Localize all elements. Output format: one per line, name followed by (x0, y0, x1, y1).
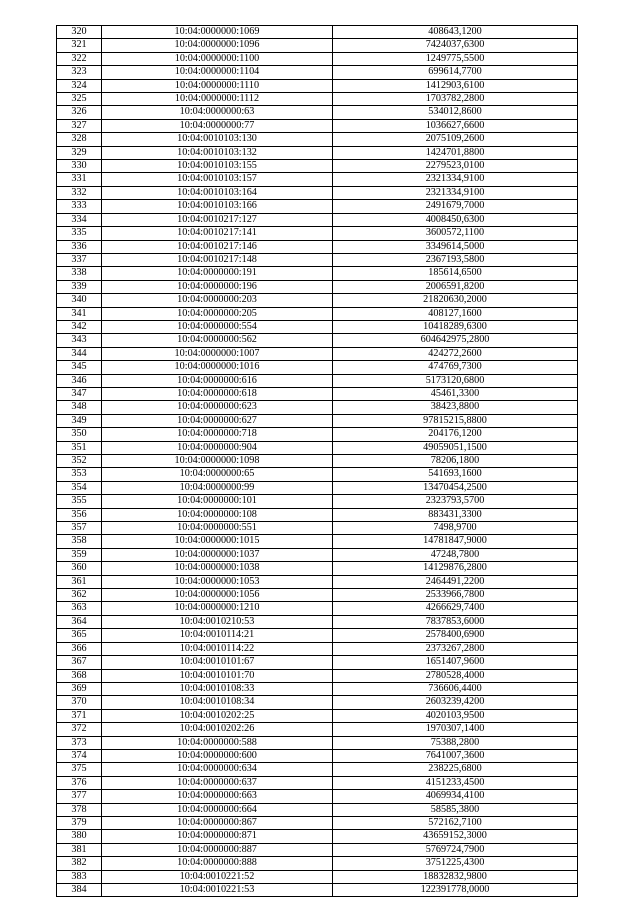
value-cell: 541693,1600 (333, 468, 578, 481)
table-row (57, 696, 578, 709)
row-number-cell: 357 (57, 522, 102, 535)
table-row (57, 52, 578, 65)
cadastral-number-cell: 10:04:0000000:867 (102, 816, 333, 829)
row-number-cell: 360 (57, 562, 102, 575)
table-row (57, 280, 578, 293)
value-cell: 21820630,2000 (333, 294, 578, 307)
row-number-cell: 352 (57, 455, 102, 468)
value-cell: 45461,3300 (333, 387, 578, 400)
table-row (57, 508, 578, 521)
cadastral-number-cell: 10:04:0010217:141 (102, 227, 333, 240)
table-row (57, 656, 578, 669)
row-number-cell: 320 (57, 26, 102, 39)
table-row (57, 669, 578, 682)
cadastral-number-cell: 10:04:0010103:164 (102, 186, 333, 199)
table-row (57, 468, 578, 481)
cadastral-number-cell: 10:04:0000000:1104 (102, 66, 333, 79)
value-cell: 238225,6800 (333, 763, 578, 776)
value-cell: 883431,3300 (333, 508, 578, 521)
row-number-cell: 383 (57, 870, 102, 883)
table-row (57, 307, 578, 320)
row-number-cell: 366 (57, 642, 102, 655)
table-row (57, 736, 578, 749)
value-cell: 1970307,1400 (333, 723, 578, 736)
value-cell: 2491679,7000 (333, 200, 578, 213)
row-number-cell: 365 (57, 629, 102, 642)
table-row (57, 548, 578, 561)
cadastral-number-cell: 10:04:0000000:718 (102, 428, 333, 441)
value-cell: 185614,6500 (333, 267, 578, 280)
row-number-cell: 371 (57, 709, 102, 722)
value-cell: 75388,2800 (333, 736, 578, 749)
table-row (57, 146, 578, 159)
cadastral-number-cell: 10:04:0000000:1069 (102, 26, 333, 39)
cadastral-number-cell: 10:04:0010217:148 (102, 253, 333, 266)
cadastral-number-cell: 10:04:0000000:664 (102, 803, 333, 816)
value-cell: 204176,1200 (333, 428, 578, 441)
table-row (57, 79, 578, 92)
cadastral-number-cell: 10:04:0000000:634 (102, 763, 333, 776)
value-cell: 3349614,5000 (333, 240, 578, 253)
table-row (57, 361, 578, 374)
value-cell: 7837853,6000 (333, 615, 578, 628)
table-row (57, 803, 578, 816)
row-number-cell: 348 (57, 401, 102, 414)
value-cell: 7641007,3600 (333, 749, 578, 762)
table-row (57, 749, 578, 762)
cadastral-number-cell: 10:04:0010217:127 (102, 213, 333, 226)
value-cell: 38423,8800 (333, 401, 578, 414)
row-number-cell: 368 (57, 669, 102, 682)
cadastral-number-cell: 10:04:0000000:63 (102, 106, 333, 119)
table-row (57, 173, 578, 186)
cadastral-number-cell: 10:04:0000000:588 (102, 736, 333, 749)
table-row (57, 615, 578, 628)
value-cell: 408643,1200 (333, 26, 578, 39)
cadastral-number-cell: 10:04:0000000:600 (102, 749, 333, 762)
cadastral-number-cell: 10:04:0010103:130 (102, 133, 333, 146)
cadastral-number-cell: 10:04:0010221:52 (102, 870, 333, 883)
table-row (57, 347, 578, 360)
value-cell: 699614,7700 (333, 66, 578, 79)
cadastral-number-cell: 10:04:0010202:25 (102, 709, 333, 722)
row-number-cell: 364 (57, 615, 102, 628)
table-row (57, 160, 578, 173)
row-number-cell: 334 (57, 213, 102, 226)
cadastral-number-cell: 10:04:0000000:663 (102, 790, 333, 803)
value-cell: 14781847,9000 (333, 535, 578, 548)
cadastral-number-cell: 10:04:0010101:70 (102, 669, 333, 682)
value-cell: 1424701,8800 (333, 146, 578, 159)
row-number-cell: 347 (57, 387, 102, 400)
row-number-cell: 363 (57, 602, 102, 615)
cadastral-number-cell: 10:04:0010114:22 (102, 642, 333, 655)
table-row (57, 133, 578, 146)
table-row (57, 629, 578, 642)
row-number-cell: 335 (57, 227, 102, 240)
table-row (57, 870, 578, 883)
table-row (57, 441, 578, 454)
cadastral-number-cell: 10:04:0000000:1037 (102, 548, 333, 561)
row-number-cell: 329 (57, 146, 102, 159)
cadastral-number-cell: 10:04:0000000:101 (102, 495, 333, 508)
cadastral-number-cell: 10:04:0000000:618 (102, 387, 333, 400)
row-number-cell: 337 (57, 253, 102, 266)
value-cell: 4020103,9500 (333, 709, 578, 722)
cadastral-number-cell: 10:04:0000000:888 (102, 857, 333, 870)
cadastral-number-cell: 10:04:0000000:108 (102, 508, 333, 521)
value-cell: 14129876,2800 (333, 562, 578, 575)
row-number-cell: 372 (57, 723, 102, 736)
row-number-cell: 350 (57, 428, 102, 441)
table-row (57, 763, 578, 776)
value-cell: 5769724,7900 (333, 843, 578, 856)
value-cell: 1036627,6600 (333, 119, 578, 132)
cadastral-number-cell: 10:04:0010103:155 (102, 160, 333, 173)
table-row (57, 642, 578, 655)
value-cell: 3751225,4300 (333, 857, 578, 870)
value-cell: 122391778,0000 (333, 884, 578, 897)
row-number-cell: 333 (57, 200, 102, 213)
value-cell: 7498,9700 (333, 522, 578, 535)
table-row (57, 709, 578, 722)
row-number-cell: 325 (57, 93, 102, 106)
value-cell: 49059051,1500 (333, 441, 578, 454)
cadastral-number-cell: 10:04:0000000:205 (102, 307, 333, 320)
row-number-cell: 376 (57, 776, 102, 789)
table-row (57, 776, 578, 789)
cadastral-number-cell: 10:04:0000000:1098 (102, 455, 333, 468)
value-cell: 474769,7300 (333, 361, 578, 374)
cadastral-number-cell: 10:04:0000000:1007 (102, 347, 333, 360)
cadastral-number-cell: 10:04:0000000:1112 (102, 93, 333, 106)
value-cell: 2321334,9100 (333, 186, 578, 199)
value-cell: 534012,8600 (333, 106, 578, 119)
table-row (57, 589, 578, 602)
cadastral-number-cell: 10:04:0000000:637 (102, 776, 333, 789)
value-cell: 2533966,7800 (333, 589, 578, 602)
value-cell: 1249775,5500 (333, 52, 578, 65)
row-number-cell: 328 (57, 133, 102, 146)
row-number-cell: 322 (57, 52, 102, 65)
row-number-cell: 374 (57, 749, 102, 762)
value-cell: 2603239,4200 (333, 696, 578, 709)
row-number-cell: 355 (57, 495, 102, 508)
table-row (57, 334, 578, 347)
row-number-cell: 336 (57, 240, 102, 253)
row-number-cell: 354 (57, 481, 102, 494)
table-row (57, 723, 578, 736)
cadastral-number-cell: 10:04:0000000:77 (102, 119, 333, 132)
table-row (57, 186, 578, 199)
row-number-cell: 321 (57, 39, 102, 52)
row-number-cell: 341 (57, 307, 102, 320)
cadastral-number-cell: 10:04:0000000:871 (102, 830, 333, 843)
value-cell: 5173120,6800 (333, 374, 578, 387)
row-number-cell: 346 (57, 374, 102, 387)
table-row (57, 320, 578, 333)
value-cell: 2321334,9100 (333, 173, 578, 186)
cadastral-number-cell: 10:04:0000000:1056 (102, 589, 333, 602)
row-number-cell: 356 (57, 508, 102, 521)
table-row (57, 790, 578, 803)
value-cell: 2373267,2800 (333, 642, 578, 655)
value-cell: 7424037,6300 (333, 39, 578, 52)
table-row (57, 119, 578, 132)
value-cell: 10418289,6300 (333, 320, 578, 333)
value-cell: 2006591,8200 (333, 280, 578, 293)
table-row (57, 535, 578, 548)
row-number-cell: 342 (57, 320, 102, 333)
cadastral-number-cell: 10:04:0010202:26 (102, 723, 333, 736)
row-number-cell: 367 (57, 656, 102, 669)
cadastral-number-cell: 10:04:0000000:191 (102, 267, 333, 280)
table-row (57, 267, 578, 280)
row-number-cell: 330 (57, 160, 102, 173)
table-row (57, 602, 578, 615)
value-cell: 408127,1600 (333, 307, 578, 320)
cadastral-number-cell: 10:04:0000000:99 (102, 481, 333, 494)
row-number-cell: 324 (57, 79, 102, 92)
value-cell: 47248,7800 (333, 548, 578, 561)
table-row (57, 562, 578, 575)
row-number-cell: 340 (57, 294, 102, 307)
value-cell: 424272,2600 (333, 347, 578, 360)
table-row (57, 374, 578, 387)
row-number-cell: 384 (57, 884, 102, 897)
table-row (57, 428, 578, 441)
table-row (57, 495, 578, 508)
table-row (57, 26, 578, 39)
cadastral-number-cell: 10:04:0010108:34 (102, 696, 333, 709)
row-number-cell: 361 (57, 575, 102, 588)
row-number-cell: 377 (57, 790, 102, 803)
row-number-cell: 373 (57, 736, 102, 749)
cadastral-number-cell: 10:04:0000000:554 (102, 320, 333, 333)
value-cell: 4008450,6300 (333, 213, 578, 226)
row-number-cell: 370 (57, 696, 102, 709)
value-cell: 18832832,9800 (333, 870, 578, 883)
row-number-cell: 327 (57, 119, 102, 132)
cadastral-number-cell: 10:04:0000000:196 (102, 280, 333, 293)
table-row (57, 401, 578, 414)
row-number-cell: 381 (57, 843, 102, 856)
value-cell: 2075109,2600 (333, 133, 578, 146)
table-row (57, 884, 578, 897)
row-number-cell: 380 (57, 830, 102, 843)
cadastral-number-cell: 10:04:0000000:1210 (102, 602, 333, 615)
value-cell: 572162,7100 (333, 816, 578, 829)
cadastral-number-cell: 10:04:0000000:1053 (102, 575, 333, 588)
row-number-cell: 338 (57, 267, 102, 280)
row-number-cell: 362 (57, 589, 102, 602)
value-cell: 1651407,9600 (333, 656, 578, 669)
row-number-cell: 339 (57, 280, 102, 293)
cadastral-number-cell: 10:04:0010103:132 (102, 146, 333, 159)
row-number-cell: 358 (57, 535, 102, 548)
value-cell: 4151233,4500 (333, 776, 578, 789)
table-row (57, 227, 578, 240)
cadastral-number-cell: 10:04:0010217:146 (102, 240, 333, 253)
row-number-cell: 326 (57, 106, 102, 119)
table-row (57, 857, 578, 870)
value-cell: 2578400,6900 (333, 629, 578, 642)
value-cell: 58585,3800 (333, 803, 578, 816)
value-cell: 2279523,0100 (333, 160, 578, 173)
table-body (57, 26, 578, 897)
table-row (57, 414, 578, 427)
row-number-cell: 332 (57, 186, 102, 199)
table-row (57, 294, 578, 307)
table-row (57, 66, 578, 79)
row-number-cell: 369 (57, 682, 102, 695)
value-cell: 736606,4400 (333, 682, 578, 695)
value-cell: 1703782,2800 (333, 93, 578, 106)
table-row (57, 843, 578, 856)
row-number-cell: 359 (57, 548, 102, 561)
value-cell: 1412903,6100 (333, 79, 578, 92)
table-row (57, 213, 578, 226)
row-number-cell: 378 (57, 803, 102, 816)
row-number-cell: 382 (57, 857, 102, 870)
cadastral-number-cell: 10:04:0000000:1096 (102, 39, 333, 52)
cadastral-number-cell: 10:04:0000000:904 (102, 441, 333, 454)
row-number-cell: 379 (57, 816, 102, 829)
table-row (57, 106, 578, 119)
cadastral-number-cell: 10:04:0010101:67 (102, 656, 333, 669)
parcel-value-table (56, 25, 578, 897)
table-row (57, 39, 578, 52)
value-cell: 604642975,2800 (333, 334, 578, 347)
cadastral-number-cell: 10:04:0000000:203 (102, 294, 333, 307)
table-row (57, 830, 578, 843)
table-row (57, 200, 578, 213)
cadastral-number-cell: 10:04:0010114:21 (102, 629, 333, 642)
value-cell: 2780528,4000 (333, 669, 578, 682)
cadastral-number-cell: 10:04:0010221:53 (102, 884, 333, 897)
table-row (57, 575, 578, 588)
table-row (57, 387, 578, 400)
cadastral-number-cell: 10:04:0000000:887 (102, 843, 333, 856)
cadastral-number-cell: 10:04:0000000:1100 (102, 52, 333, 65)
value-cell: 2367193,5800 (333, 253, 578, 266)
table-row (57, 816, 578, 829)
cadastral-number-cell: 10:04:0000000:1038 (102, 562, 333, 575)
value-cell: 2464491,2200 (333, 575, 578, 588)
row-number-cell: 344 (57, 347, 102, 360)
table-row (57, 253, 578, 266)
cadastral-number-cell: 10:04:0000000:616 (102, 374, 333, 387)
cadastral-number-cell: 10:04:0010103:166 (102, 200, 333, 213)
cadastral-number-cell: 10:04:0000000:623 (102, 401, 333, 414)
table-row (57, 240, 578, 253)
table-row (57, 481, 578, 494)
row-number-cell: 353 (57, 468, 102, 481)
value-cell: 3600572,1100 (333, 227, 578, 240)
cadastral-number-cell: 10:04:0010210:53 (102, 615, 333, 628)
value-cell: 78206,1800 (333, 455, 578, 468)
table-row (57, 93, 578, 106)
cadastral-number-cell: 10:04:0000000:1016 (102, 361, 333, 374)
value-cell: 4266629,7400 (333, 602, 578, 615)
cadastral-number-cell: 10:04:0000000:65 (102, 468, 333, 481)
row-number-cell: 323 (57, 66, 102, 79)
row-number-cell: 331 (57, 173, 102, 186)
cadastral-number-cell: 10:04:0000000:562 (102, 334, 333, 347)
cadastral-number-cell: 10:04:0000000:1015 (102, 535, 333, 548)
row-number-cell: 349 (57, 414, 102, 427)
table-row (57, 522, 578, 535)
table-row (57, 455, 578, 468)
row-number-cell: 345 (57, 361, 102, 374)
row-number-cell: 351 (57, 441, 102, 454)
cadastral-number-cell: 10:04:0000000:1110 (102, 79, 333, 92)
cadastral-number-cell: 10:04:0000000:551 (102, 522, 333, 535)
value-cell: 2323793,5700 (333, 495, 578, 508)
cadastral-number-cell: 10:04:0010108:33 (102, 682, 333, 695)
cadastral-number-cell: 10:04:0000000:627 (102, 414, 333, 427)
table-row (57, 682, 578, 695)
value-cell: 97815215,8800 (333, 414, 578, 427)
value-cell: 43659152,3000 (333, 830, 578, 843)
row-number-cell: 375 (57, 763, 102, 776)
row-number-cell: 343 (57, 334, 102, 347)
cadastral-number-cell: 10:04:0010103:157 (102, 173, 333, 186)
value-cell: 4069934,4100 (333, 790, 578, 803)
value-cell: 13470454,2500 (333, 481, 578, 494)
